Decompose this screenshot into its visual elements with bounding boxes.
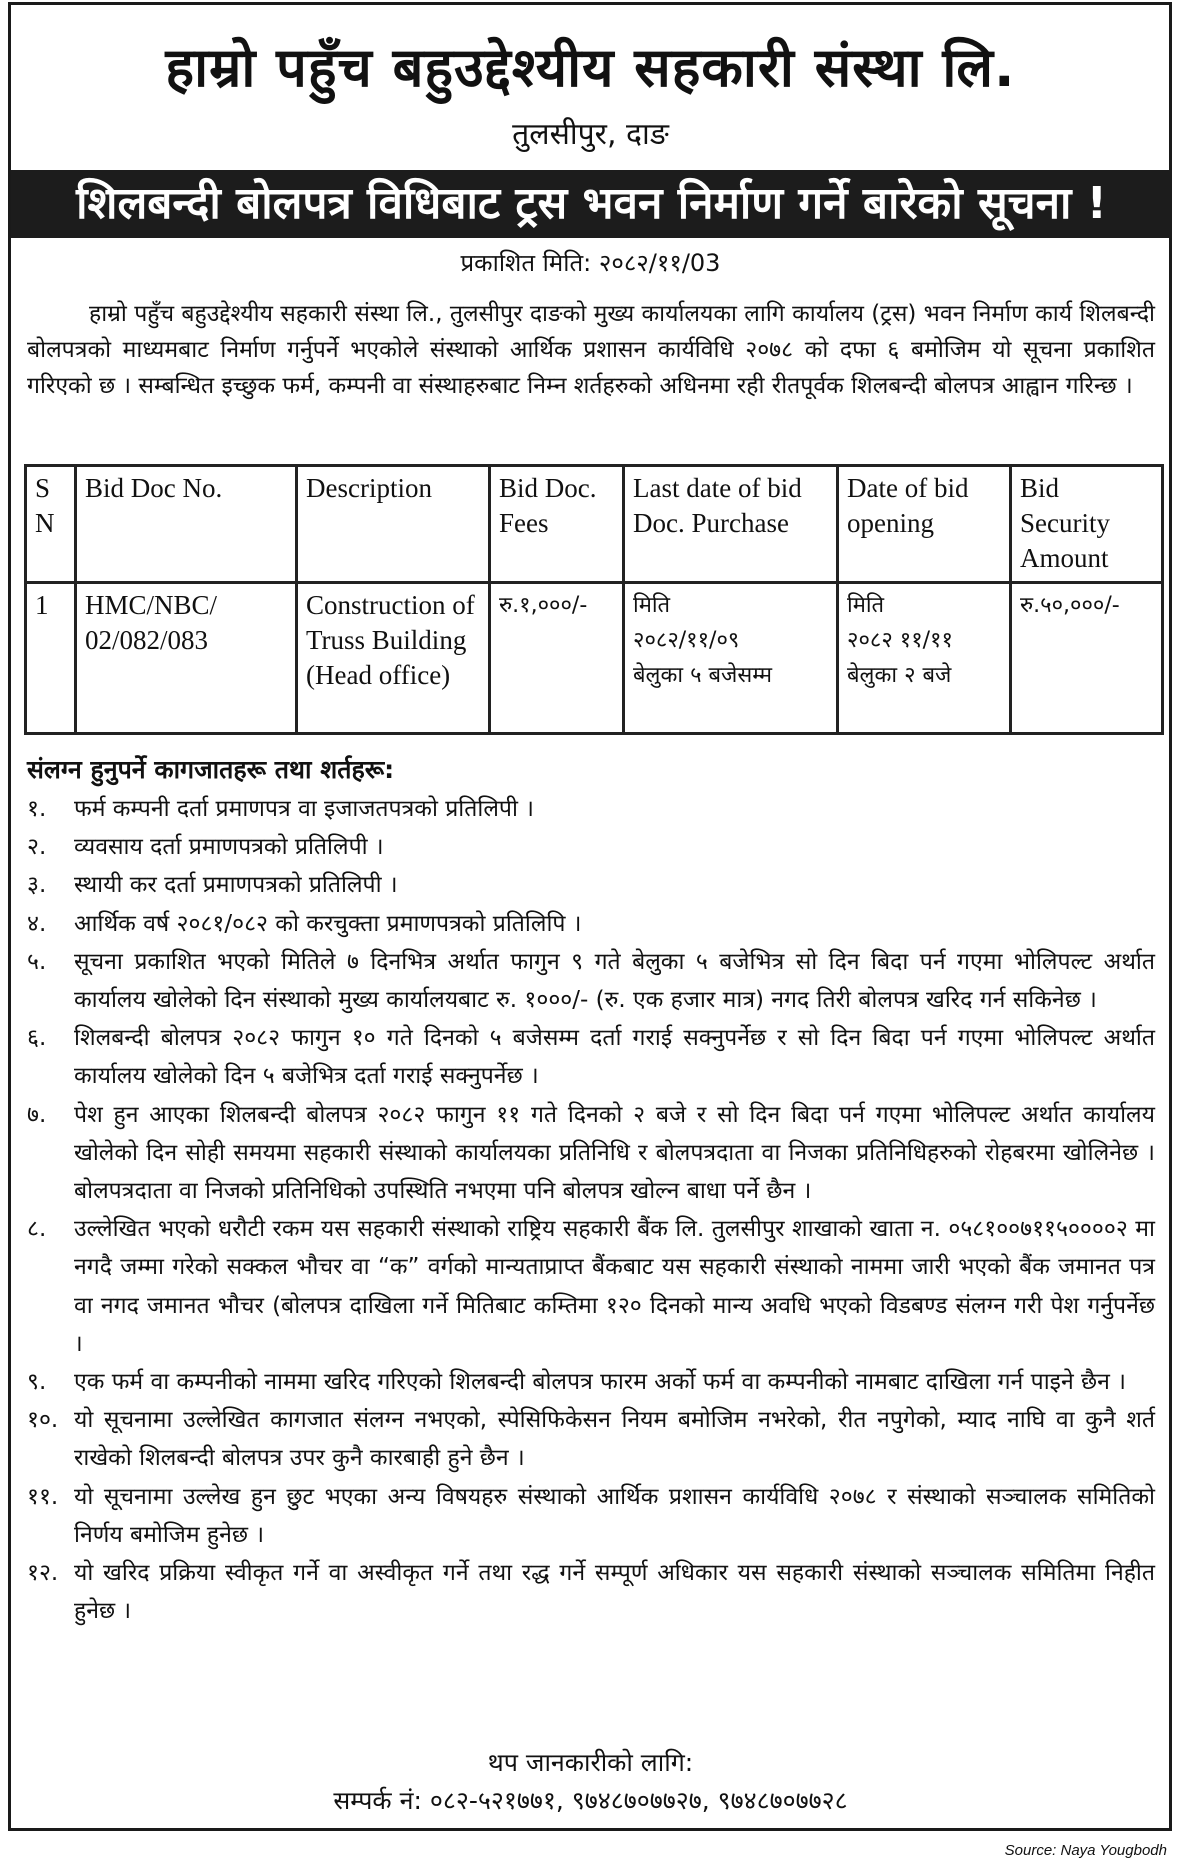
condition-item bbox=[27, 1019, 1155, 1095]
organization-location: तुलसीपुर, दाङ bbox=[512, 117, 669, 152]
notice-title: शिलबन्दी बोलपत्र विधिबाट ट्रस भवन निर्माण गर्ने बारेको सूचना ! bbox=[76, 178, 1107, 229]
header-description: Description bbox=[297, 466, 490, 583]
condition-number: १. bbox=[27, 796, 47, 822]
condition-number: ७. bbox=[27, 1101, 47, 1128]
condition-text: फर्म कम्पनी दर्ता प्रमाणपत्र वा इजाजतपत्रको प्रतिलिपी । bbox=[74, 796, 534, 822]
condition-text: यो खरिद प्रक्रिया स्वीकृत गर्ने वा अस्वीकृत गर्ने तथा रद्ध गर्ने सम्पूर्ण अधिकार यस सहकारी संस्थाको सञ्चालक समितिमा निहीत हुनेछ । bbox=[74, 1560, 1155, 1625]
condition-number: ५. bbox=[27, 948, 47, 975]
condition-text: यो सूचनामा उल्लेखित कागजात संलग्न नभएको, स्पेसिफिकेसन नियम बमोजिम नभरेको, रीत नपुगेको, म्याद नाघि वा कुनै शर्त राखेको शिलबन्दी बोलपत्र उपर कुनै कारबाही हुने छैन । bbox=[74, 1407, 1155, 1472]
last-date-label: मिति bbox=[633, 593, 671, 618]
condition-number: ४. bbox=[27, 910, 47, 937]
organization-title: हाम्रो पहुँच बहुउद्देश्यीय सहकारी संस्था लि. bbox=[165, 36, 1016, 99]
condition-item bbox=[27, 1363, 1155, 1401]
condition-number: ३. bbox=[27, 872, 47, 899]
condition-number: १२. bbox=[27, 1560, 59, 1587]
condition-number: २. bbox=[27, 834, 47, 861]
condition-text: सूचना प्रकाशित भएको मितिले ७ दिनभित्र अर्थात फागुन ९ गते बेलुका ५ बजेभित्र सो दिन बिदा पर्न गएमा भोलिपल्ट अर्थात कार्यालय खोलेको दिन संस्थाको मुख्य कार्यालयबाट रु. १०००/- (रु. एक हजार मात्र) नगद तिरी बोलपत्र खरिद गर्न सकिनेछ । bbox=[74, 948, 1155, 1014]
condition-number: १०. bbox=[27, 1407, 59, 1434]
cell-bid-doc-no: HMC/NBC/ 02/082/083 bbox=[76, 583, 297, 734]
opening-date-label: मिति bbox=[847, 593, 885, 618]
opening-date-time: बेलुका २ बजे bbox=[847, 663, 952, 688]
conditions-list bbox=[27, 790, 1155, 1630]
condition-text: व्यवसाय दर्ता प्रमाणपत्रको प्रतिलिपी । bbox=[74, 834, 384, 861]
condition-item bbox=[27, 1210, 1155, 1363]
cell-last-date bbox=[624, 583, 838, 734]
contact-numbers: सम्पर्क नं: ०८२-५२१७७१, ९७४८७०७७२७, ९७४८७०७७२८ bbox=[333, 1786, 848, 1815]
condition-text: एक फर्म वा कम्पनीको नाममा खरिद गरिएको शिलबन्दी बोलपत्र फारम अर्को फर्म वा कम्पनीको नामबाट दाखिला गर्न पाइने छैन । bbox=[74, 1369, 1126, 1396]
more-info-label: थप जानकारीको लागि: bbox=[487, 1748, 694, 1777]
opening-date-value: २०८२ ११/११ bbox=[847, 628, 953, 653]
condition-item bbox=[27, 1096, 1155, 1211]
condition-item bbox=[27, 905, 1155, 943]
cell-fees: रु.१,०००/- bbox=[490, 583, 624, 734]
header-sn: S N bbox=[26, 466, 76, 583]
cell-sn: 1 bbox=[26, 583, 76, 734]
header-security: Bid Security Amount bbox=[1011, 466, 1163, 583]
table-header-row bbox=[26, 466, 1163, 583]
conditions-heading: संलग्न हुनुपर्ने कागजातहरू तथा शर्तहरू: bbox=[27, 755, 395, 784]
condition-item bbox=[27, 1401, 1155, 1477]
published-date: प्रकाशित मिति: २०८२/११/03 bbox=[460, 249, 721, 277]
condition-number: ९. bbox=[27, 1369, 47, 1396]
bid-table bbox=[24, 464, 1164, 735]
condition-text: पेश हुन आएका शिलबन्दी बोलपत्र २०८२ फागुन ११ गते दिनको २ बजे र सो दिन बिदा पर्न गएमा भोलिपल्ट अर्थात कार्यालय खोलेको दिन सोही समयमा सहकारी संस्थाको कार्यालयका प्रतिनिधि र बोलपत्रदाता वा निजका प्रतिनिधिहरुको रोहबरमा खोलिनेछ । बोलपत्रदाता वा निजको प्रतिनिधिको उपस्थिति नभएमा पनि बोलपत्र खोल्न बाधा पर्ने छैन । bbox=[74, 1101, 1155, 1205]
condition-text: शिलबन्दी बोलपत्र २०८२ फागुन १० गते दिनको ५ बजेसम्म दर्ता गराई सक्नुपर्नेछ र सो दिन बिदा पर्न गएमा भोलिपल्ट अर्थात कार्यालय खोलेको दिन ५ बजेभित्र दर्ता गराई सक्नुपर्नेछ । bbox=[74, 1025, 1155, 1090]
condition-item bbox=[27, 1478, 1155, 1554]
condition-number: ८. bbox=[27, 1216, 47, 1243]
condition-item bbox=[27, 828, 1155, 866]
condition-item bbox=[27, 1554, 1155, 1630]
intro-paragraph: हाम्रो पहुँच बहुउद्देश्यीय सहकारी संस्था लि., तुलसीपुर दाङको मुख्य कार्यालयका लागि कार्यालय (ट्रस) भवन निर्माण कार्य शिलबन्दी बोलपत्रको माध्यमबाट निर्माण गर्नुपर्ने भएकोले संस्थाको आर्थिक प्रशासन कार्यविधि २०७८ को दफा ६ बमोजिम यो सूचना प्रकाशित गरिएको छ । सम्बन्धित इच्छुक फर्म, कम्पनी वा संस्थाहरुबाट निम्न शर्तहरुको अधिनमा रही रीतपूर्वक शिलबन्दी बोलपत्र आह्वान गरिन्छ । bbox=[27, 301, 1155, 399]
condition-item bbox=[27, 943, 1155, 1019]
condition-item bbox=[27, 866, 1155, 904]
condition-text: उल्लेखित भएको धरौटी रकम यस सहकारी संस्थाको राष्ट्रिय सहकारी बैंक लि. तुलसीपुर शाखाको खाता न. ०५८१००७११५००००२ मा नगदै जम्मा गरेको सक्कल भौचर वा “क” वर्गको मान्यताप्राप्त बैंकबाट यस सहकारी संस्थाको नाममा जारी भएको बैंक जमानत पत्र वा नगद जमानत भौचर (बोलपत्र दाखिला गर्ने मितिबाट कम्तिमा १२० दिनको मान्य अवधि भएको विडबण्ड संलग्न गरी पेश गर्नुपर्नेछ । bbox=[74, 1216, 1155, 1357]
notice-title-banner bbox=[11, 170, 1172, 238]
cell-opening-date bbox=[838, 583, 1011, 734]
condition-item bbox=[27, 790, 1155, 828]
header-opening-date: Date of bid opening bbox=[838, 466, 1011, 583]
condition-text: स्थायी कर दर्ता प्रमाणपत्रको प्रतिलिपी । bbox=[74, 872, 398, 899]
header-bid-doc-no: Bid Doc No. bbox=[76, 466, 297, 583]
condition-number: ११. bbox=[27, 1483, 59, 1510]
header-last-date: Last date of bid Doc. Purchase bbox=[624, 466, 838, 583]
source-credit: Source: Naya Yougbodh bbox=[1004, 1842, 1167, 1859]
condition-text: यो सूचनामा उल्लेख हुन छुट भएका अन्य विषयहरु संस्थाको आर्थिक प्रशासन कार्यविधि २०७८ र संस्थाको सञ्चालक समितिको निर्णय बमोजिम हुनेछ । bbox=[74, 1483, 1155, 1548]
table-row bbox=[26, 583, 1163, 734]
header-fees: Bid Doc. Fees bbox=[490, 466, 624, 583]
cell-security: रु.५०,०००/- bbox=[1011, 583, 1163, 734]
last-date-value: २०८२/११/०९ bbox=[633, 628, 740, 653]
cell-description: Construction of Truss Building (Head office) bbox=[297, 583, 490, 734]
condition-text: आर्थिक वर्ष २०८१/०८२ को करचुक्ता प्रमाणपत्रको प्रतिलिपि । bbox=[74, 910, 582, 937]
last-date-time: बेलुका ५ बजेसम्म bbox=[633, 663, 772, 688]
condition-number: ६. bbox=[27, 1025, 47, 1052]
